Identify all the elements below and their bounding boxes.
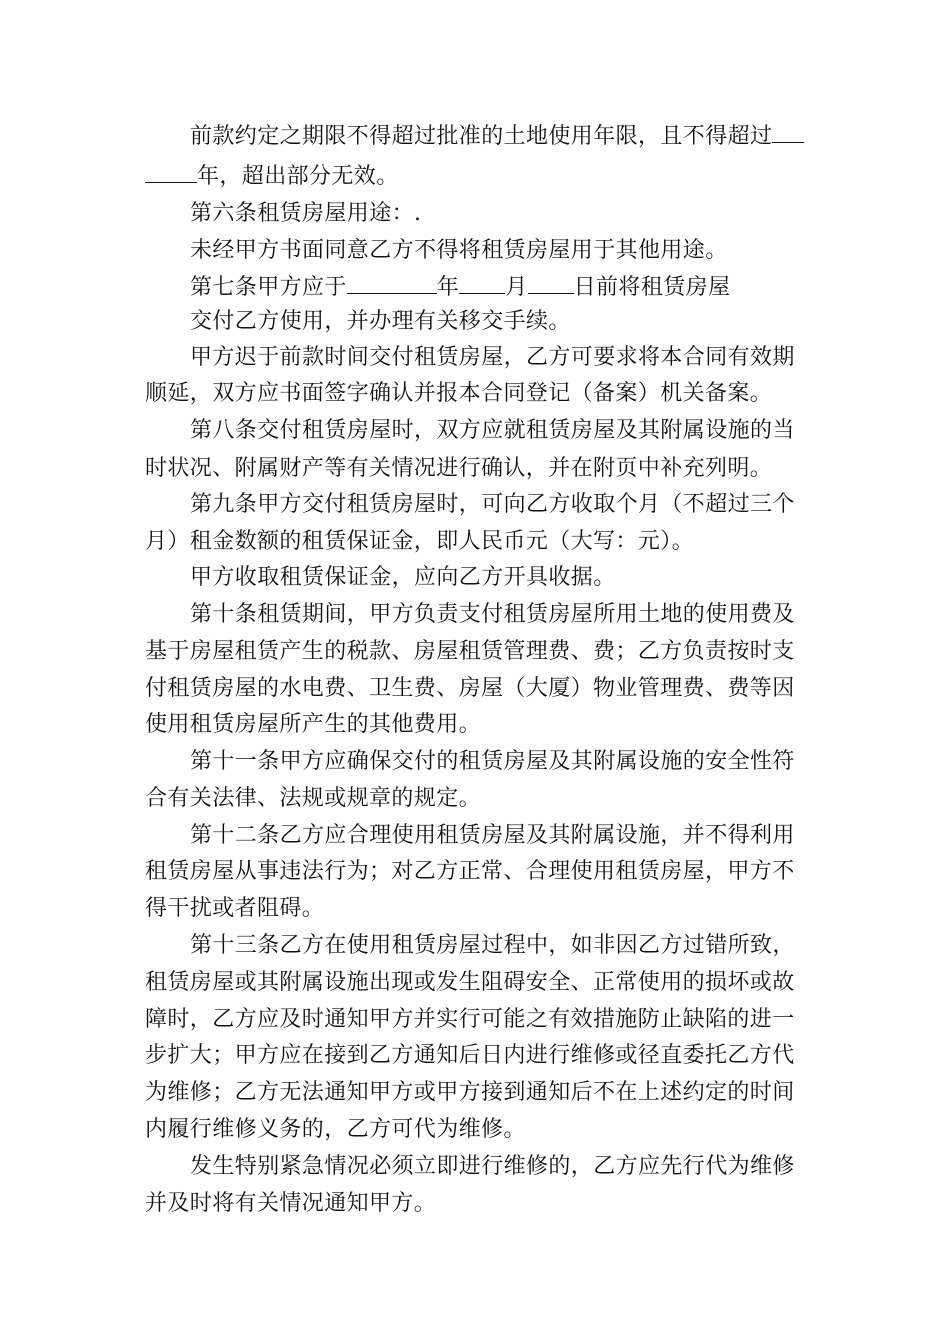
text-line xyxy=(190,747,795,777)
text-line xyxy=(190,236,728,266)
text-segment: 月）租金数额的租赁保证金，即人民币元（大写：元）。 xyxy=(145,529,695,554)
text-line xyxy=(145,1005,795,1035)
text-segment: 使用租赁房屋所产生的其他费用。 xyxy=(145,712,482,737)
fill-in-blank xyxy=(145,160,197,183)
text-line xyxy=(190,416,795,446)
text-line xyxy=(190,1152,795,1182)
text-line xyxy=(190,821,795,851)
text-segment: 为维修；乙方无法通知甲方或甲方接到通知后不在上述约定的时间 xyxy=(145,1080,795,1105)
text-line xyxy=(145,710,481,740)
text-line xyxy=(190,120,804,152)
text-line xyxy=(145,674,795,704)
text-segment: 第七条甲方应于 xyxy=(190,275,347,300)
fill-in-blank xyxy=(459,271,505,294)
text-segment: 年，超出部分无效。 xyxy=(197,164,399,189)
text-line xyxy=(190,271,730,303)
text-segment: 第十三条乙方在使用租赁房屋过程中，如非因乙方过错所致， xyxy=(190,933,795,958)
text-line xyxy=(190,600,795,630)
text-line xyxy=(145,968,795,998)
text-segment: 交付乙方使用，并办理有关移交手续。 xyxy=(190,309,571,334)
text-segment: 第九条甲方交付租赁房屋时，可向乙方收取个月（不超过三个 xyxy=(190,492,795,517)
text-line xyxy=(145,1078,795,1108)
text-segment: 未经甲方书面同意乙方不得将租赁房屋用于其他用途。 xyxy=(190,238,728,263)
text-segment: 租赁房屋从事违法行为；对乙方正常、合理使用租赁房屋，甲方不 xyxy=(145,859,795,884)
fill-in-blank xyxy=(772,120,804,143)
text-line xyxy=(145,1115,526,1145)
text-line xyxy=(190,931,795,961)
text-segment: 发生特别紧急情况必须立即进行维修的，乙方应先行代为维修 xyxy=(190,1154,795,1179)
text-segment: 并及时将有关情况通知甲方。 xyxy=(145,1191,437,1216)
text-line xyxy=(190,307,571,337)
text-line xyxy=(145,527,694,557)
text-line xyxy=(190,490,795,520)
fill-in-blank xyxy=(528,271,574,294)
text-line xyxy=(190,343,795,373)
text-line xyxy=(190,563,616,593)
text-line xyxy=(145,784,481,814)
text-segment: 租赁房屋或其附属设施出现或发生阻碍安全、正常使用的损坏或故 xyxy=(145,970,795,995)
text-line xyxy=(145,894,324,924)
text-line xyxy=(145,1041,795,1071)
text-line xyxy=(190,199,421,229)
text-line xyxy=(145,857,795,887)
text-line xyxy=(145,637,795,667)
text-segment: 合有关法律、法规或规章的规定。 xyxy=(145,786,482,811)
text-segment: 第十一条甲方应确保交付的租赁房屋及其附属设施的安全性符 xyxy=(190,749,795,774)
text-segment: 基于房屋租赁产生的税款、房屋租赁管理费、费；乙方负责按时支 xyxy=(145,639,795,664)
text-segment: 得干扰或者阻碍。 xyxy=(145,896,325,921)
text-line xyxy=(145,160,399,192)
text-segment: 日前将租赁房屋 xyxy=(573,275,731,300)
text-segment: 第十二条乙方应合理使用租赁房屋及其附属设施，并不得利用 xyxy=(190,823,795,848)
text-segment: 第六条租赁房屋用途：. xyxy=(190,201,422,226)
text-segment: 障时，乙方应及时通知甲方并实行可能之有效措施防止缺陷的进一 xyxy=(145,1007,795,1032)
text-line xyxy=(145,1189,436,1219)
text-line xyxy=(145,379,772,409)
fill-in-blank xyxy=(347,271,437,294)
text-segment: 内履行维修义务的，乙方可代为维修。 xyxy=(145,1117,526,1142)
text-segment: 第十条租赁期间，甲方负责支付租赁房屋所用土地的使用费及 xyxy=(190,602,795,627)
text-segment: 年 xyxy=(436,275,460,300)
text-segment: 第八条交付租赁房屋时，双方应就租赁房屋及其附属设施的当 xyxy=(190,418,795,443)
text-segment: 月 xyxy=(505,275,528,300)
text-segment: 前款约定之期限不得超过批准的土地使用年限，且不得超过 xyxy=(190,124,773,149)
text-segment: 甲方迟于前款时间交付租赁房屋，乙方可要求将本合同有效期 xyxy=(190,345,795,370)
text-line xyxy=(145,454,772,484)
text-segment: 时状况、附属财产等有关情况进行确认，并在附页中补充列明。 xyxy=(145,456,773,481)
text-segment: 顺延，双方应书面签字确认并报本合同登记（备案）机关备案。 xyxy=(145,381,773,406)
text-segment: 付租赁房屋的水电费、卫生费、房屋（大厦）物业管理费、费等因 xyxy=(145,676,795,701)
text-segment: 甲方收取租赁保证金，应向乙方开具收据。 xyxy=(190,565,616,590)
text-segment: 步扩大；甲方应在接到乙方通知后日内进行维修或径直委托乙方代 xyxy=(145,1043,795,1068)
